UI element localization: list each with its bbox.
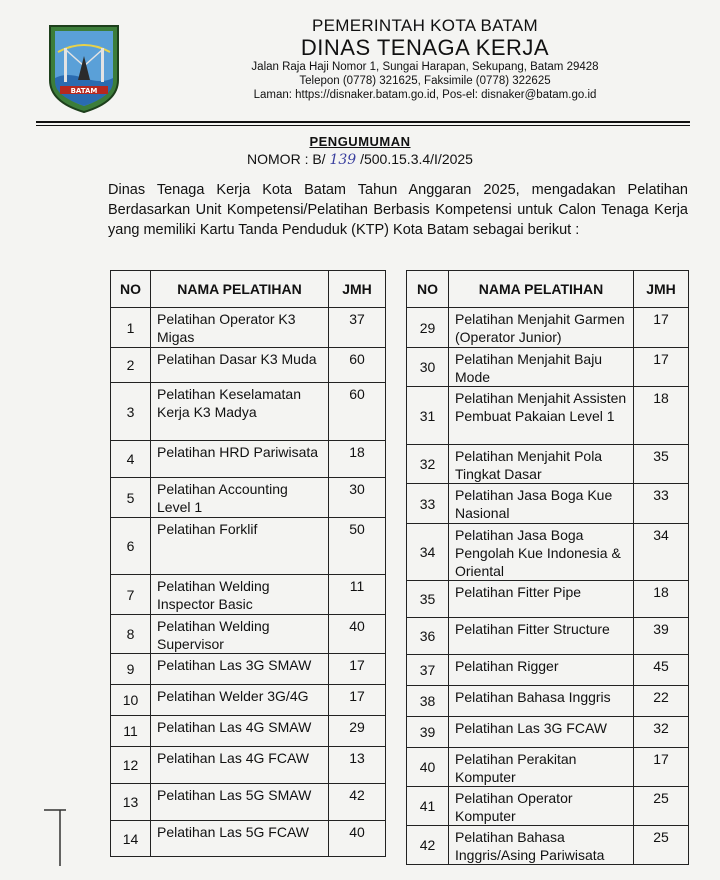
training-name: Pelatihan Fitter Pipe [449,581,634,618]
row-number: 10 [111,685,151,716]
participant-count: 25 [634,787,689,826]
row-number: 39 [407,717,449,748]
participant-count: 17 [634,748,689,787]
row-number: 29 [407,308,449,348]
participant-count: 11 [329,575,386,615]
letterhead [160,16,690,102]
training-name: Pelatihan Bahasa Inggris [449,686,634,717]
training-name: Pelatihan Las 5G SMAW [151,784,329,821]
row-number: 40 [407,748,449,787]
table-row [407,655,689,686]
agency-name: DINAS TENAGA KERJA [300,35,550,60]
training-name: Pelatihan Fitter Structure [449,618,634,655]
row-number: 7 [111,575,151,615]
row-number: 8 [111,615,151,654]
training-name: Pelatihan Las 3G FCAW [449,717,634,748]
number-handwritten: 139 [329,152,357,168]
agency-address: Jalan Raja Haji Nomor 1, Sungai Harapan, Sekupang, Batam 29428 [251,61,599,73]
participant-count: 34 [634,524,689,581]
training-table-left [110,270,386,857]
table-row [111,821,386,857]
training-name: Pelatihan Perakitan Komputer [449,748,634,787]
training-name: Pelatihan Menjahit Garmen (Operator Junior) [449,308,634,348]
training-name: Pelatihan Operator K3 Migas [151,308,329,348]
row-number: 35 [407,581,449,618]
row-number: 42 [407,826,449,865]
participant-count: 13 [329,747,386,784]
number-prefix: NOMOR : B/ [247,151,326,167]
letterhead-rule-thin [36,125,690,126]
table-row [111,478,386,518]
intro-paragraph: Dinas Tenaga Kerja Kota Batam Tahun Anggaran 2025, mengadakan Pelatihan Berdasarkan Unit Kompetensi/Pelatihan Berbasis Kompetensi untuk Calon Tenaga Kerja yang memiliki Kartu Tanda Penduduk (KTP) Kota Batam sebagai berikut : [108,182,688,238]
training-name: Pelatihan Jasa Boga Pengolah Kue Indonesia & Oriental [449,524,634,581]
participant-count: 17 [634,348,689,387]
government-name: PEMERINTAH KOTA BATAM [311,16,539,35]
participant-count: 37 [329,308,386,348]
training-name: Pelatihan Dasar K3 Muda [151,348,329,383]
training-name: Pelatihan Accounting Level 1 [151,478,329,518]
batam-emblem-logo [46,22,122,114]
logo-text: BATAM [70,87,98,95]
table-row [407,581,689,618]
table-header-row [407,271,689,308]
participant-count: 29 [329,716,386,747]
participant-count: 18 [329,441,386,478]
participant-count: 17 [329,685,386,716]
training-name: Pelatihan Welding Supervisor [151,615,329,654]
participant-count: 35 [634,445,689,484]
table-row [407,826,689,865]
table-row [407,484,689,524]
training-name: Pelatihan Las 4G SMAW [151,716,329,747]
row-number: 34 [407,524,449,581]
row-number: 12 [111,747,151,784]
row-number: 37 [407,655,449,686]
training-name: Pelatihan HRD Pariwisata [151,441,329,478]
agency-web: Laman: https://disnaker.batam.go.id, Pos-el: disnaker@batam.go.id [253,89,597,101]
table-row [111,518,386,575]
announcement-number [0,150,720,169]
announcement-heading: PENGUMUMAN [309,134,411,149]
row-number: 30 [407,348,449,387]
training-table-right [406,270,689,865]
row-number: 11 [111,716,151,747]
row-number: 13 [111,784,151,821]
table-row [111,383,386,441]
participant-count: 18 [634,387,689,445]
row-number: 36 [407,618,449,655]
table-row [111,575,386,615]
agency-phone: Telepon (0778) 321625, Faksimile (0778) 322625 [299,75,551,87]
participant-count: 40 [329,615,386,654]
training-name: Pelatihan Menjahit Baju Mode [449,348,634,387]
table-row [111,784,386,821]
announcement-title [0,134,720,169]
participant-count: 18 [634,581,689,618]
number-suffix: /500.15.3.4/I/2025 [360,151,473,167]
table-row [407,686,689,717]
participant-count: 17 [634,308,689,348]
table-row [407,787,689,826]
table-row [111,441,386,478]
row-number: 33 [407,484,449,524]
row-number: 41 [407,787,449,826]
participant-count: 25 [634,826,689,865]
table-header-row [111,271,386,308]
training-name: Pelatihan Keselamatan Kerja K3 Madya [151,383,329,441]
margin-mark [40,800,80,870]
row-number: 2 [111,348,151,383]
table-row [407,387,689,445]
training-name: Pelatihan Las 4G FCAW [151,747,329,784]
training-name: Pelatihan Las 3G SMAW [151,654,329,685]
table-row [111,308,386,348]
training-name: Pelatihan Menjahit Assisten Pembuat Pakaian Level 1 [449,387,634,445]
table-row [407,445,689,484]
participant-count: 60 [329,383,386,441]
training-name: Pelatihan Welding Inspector Basic [151,575,329,615]
table-row [111,747,386,784]
participant-count: 60 [329,348,386,383]
row-number: 6 [111,518,151,575]
participant-count: 42 [329,784,386,821]
table-row [407,618,689,655]
table-row [111,716,386,747]
table-row [407,348,689,387]
header-jmh: JMH [329,271,386,308]
training-name: Pelatihan Rigger [449,655,634,686]
participant-count: 45 [634,655,689,686]
training-name: Pelatihan Las 5G FCAW [151,821,329,857]
row-number: 3 [111,383,151,441]
row-number: 9 [111,654,151,685]
header-no: NO [111,271,151,308]
header-name: NAMA PELATIHAN [151,271,329,308]
row-number: 31 [407,387,449,445]
training-name: Pelatihan Operator Komputer [449,787,634,826]
participant-count: 50 [329,518,386,575]
header-no: NO [407,271,449,308]
letterhead-rule-thick [36,121,690,123]
training-name: Pelatihan Menjahit Pola Tingkat Dasar [449,445,634,484]
table-row [407,717,689,748]
training-name: Pelatihan Welder 3G/4G [151,685,329,716]
participant-count: 39 [634,618,689,655]
table-row [407,748,689,787]
participant-count: 33 [634,484,689,524]
table-row [111,685,386,716]
participant-count: 22 [634,686,689,717]
table-row [111,654,386,685]
participant-count: 32 [634,717,689,748]
training-name: Pelatihan Forklif [151,518,329,575]
training-name: Pelatihan Bahasa Inggris/Asing Pariwisata [449,826,634,865]
training-name: Pelatihan Jasa Boga Kue Nasional [449,484,634,524]
table-row [407,524,689,581]
header-name: NAMA PELATIHAN [449,271,634,308]
table-row [111,615,386,654]
row-number: 4 [111,441,151,478]
row-number: 1 [111,308,151,348]
header-jmh: JMH [634,271,689,308]
row-number: 5 [111,478,151,518]
table-row [111,348,386,383]
participant-count: 40 [329,821,386,857]
row-number: 14 [111,821,151,857]
participant-count: 17 [329,654,386,685]
participant-count: 30 [329,478,386,518]
table-row [407,308,689,348]
row-number: 32 [407,445,449,484]
row-number: 38 [407,686,449,717]
